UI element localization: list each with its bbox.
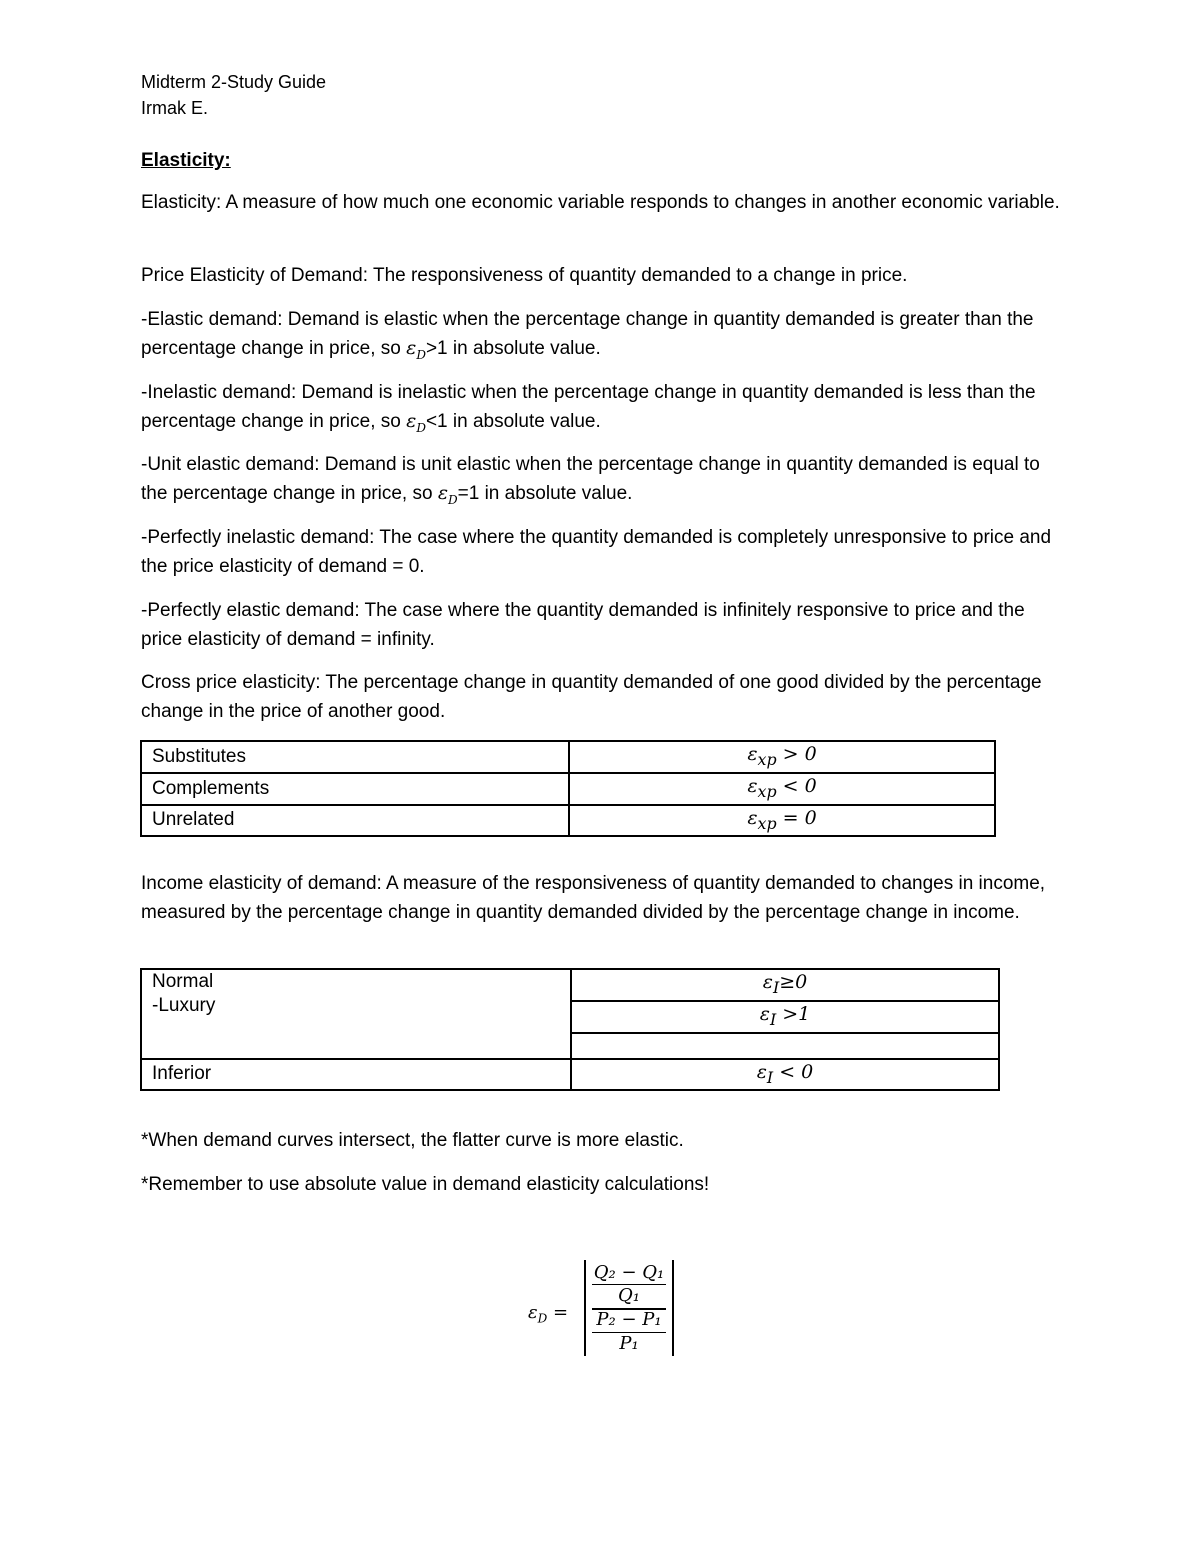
row-label: Unrelated: [141, 805, 569, 837]
def-unit-elastic-demand: [141, 450, 1061, 515]
def-unit-tail: =1 in absolute value.: [457, 483, 633, 504]
luxury-label: -Luxury: [152, 995, 216, 1016]
def-unit-text: -Unit elastic demand: Demand is unit elastic when the percentage change in quantity demanded is equal to the percentage change in price, so: [141, 454, 1040, 504]
numerator-top: Q₂ − Q₁: [593, 1262, 665, 1283]
def-inelastic-tail: <1 in absolute value.: [425, 411, 601, 432]
def-elastic-text: -Elastic demand: Demand is elastic when the percentage change in quantity demanded is greater than the percentage change in price, so: [141, 309, 1034, 359]
row-relation: $\varepsilon_{xp} > 0$: [569, 741, 995, 773]
doc-author: Irmak E.: [141, 98, 209, 118]
denominator-top: P₂ − P₁: [596, 1309, 662, 1330]
denominator-bottom: P₁: [619, 1333, 639, 1354]
table-row: [141, 773, 995, 805]
row-relation: $\varepsilon_{xp} < 0$: [569, 773, 995, 805]
row-relation: $\varepsilon_{xp} = 0$: [569, 805, 995, 837]
inferior-relation: $\varepsilon_I < 0$: [571, 1059, 999, 1091]
def-elastic-demand: [141, 305, 1061, 370]
numerator-bottom: Q₁: [618, 1285, 640, 1306]
normal-luxury-cell: [141, 969, 571, 1059]
doc-title: Midterm 2-Study Guide: [141, 72, 327, 92]
epsilon-d-symbol: $\varepsilon_D$: [437, 482, 458, 507]
table-row: [141, 741, 995, 773]
elasticity-formula: [528, 1260, 688, 1360]
absolute-value-bars: [584, 1260, 674, 1356]
table-row: [141, 969, 999, 1001]
income-elasticity-table: [140, 968, 1000, 1091]
luxury-relation: $\varepsilon_I >1$: [571, 1001, 999, 1033]
normal-label: Normal: [152, 971, 214, 992]
note-flatter-curve: *When demand curves intersect, the flatter curve is more elastic.: [141, 1130, 684, 1151]
table-row: [141, 1059, 999, 1091]
note-absolute-value: *Remember to use absolute value in demand elasticity calculations!: [141, 1174, 710, 1195]
formula-lhs: $\varepsilon_D$ =: [528, 1302, 569, 1326]
table-row: [141, 805, 995, 837]
def-perfectly-inelastic: -Perfectly inelastic demand: The case where the quantity demanded is completely unresponsive to price and the price elasticity of demand = 0.: [141, 527, 1052, 577]
normal-relation: $\varepsilon_I\ge 0$: [571, 969, 999, 1001]
epsilon-d-symbol: $\varepsilon_D$: [406, 410, 426, 435]
row-label: Substitutes: [141, 741, 569, 773]
empty-cell: [571, 1033, 999, 1059]
def-perfectly-elastic: -Perfectly elastic demand: The case where the quantity demanded is infinitely responsive to price and the price elasticity of demand = infinity.: [141, 600, 1025, 650]
def-income-elasticity: Income elasticity of demand: A measure of the responsiveness of quantity demanded to changes in income, measured by the percentage change in quantity demanded divided by the percentage change in income.: [141, 873, 1046, 923]
def-inelastic-text: -Inelastic demand: Demand is inelastic when the percentage change in quantity demanded is less than the percentage change in price, so: [141, 382, 1036, 432]
def-elasticity: Elasticity: A measure of how much one economic variable responds to changes in another economic variable.: [141, 192, 1060, 213]
section-heading: Elasticity:: [141, 150, 231, 171]
epsilon-d-symbol: $\varepsilon_D$: [406, 337, 426, 362]
inferior-label: Inferior: [141, 1059, 571, 1091]
def-cross-price: Cross price elasticity: The percentage change in quantity demanded of one good divided by the percentage change in the price of another good.: [141, 672, 1042, 722]
def-price-elasticity: Price Elasticity of Demand: The responsiveness of quantity demanded to a change in price.: [141, 265, 908, 286]
row-label: Complements: [141, 773, 569, 805]
def-elastic-tail: >1 in absolute value.: [425, 338, 601, 359]
def-inelastic-demand: [141, 378, 1061, 443]
cross-price-table: [140, 740, 996, 837]
